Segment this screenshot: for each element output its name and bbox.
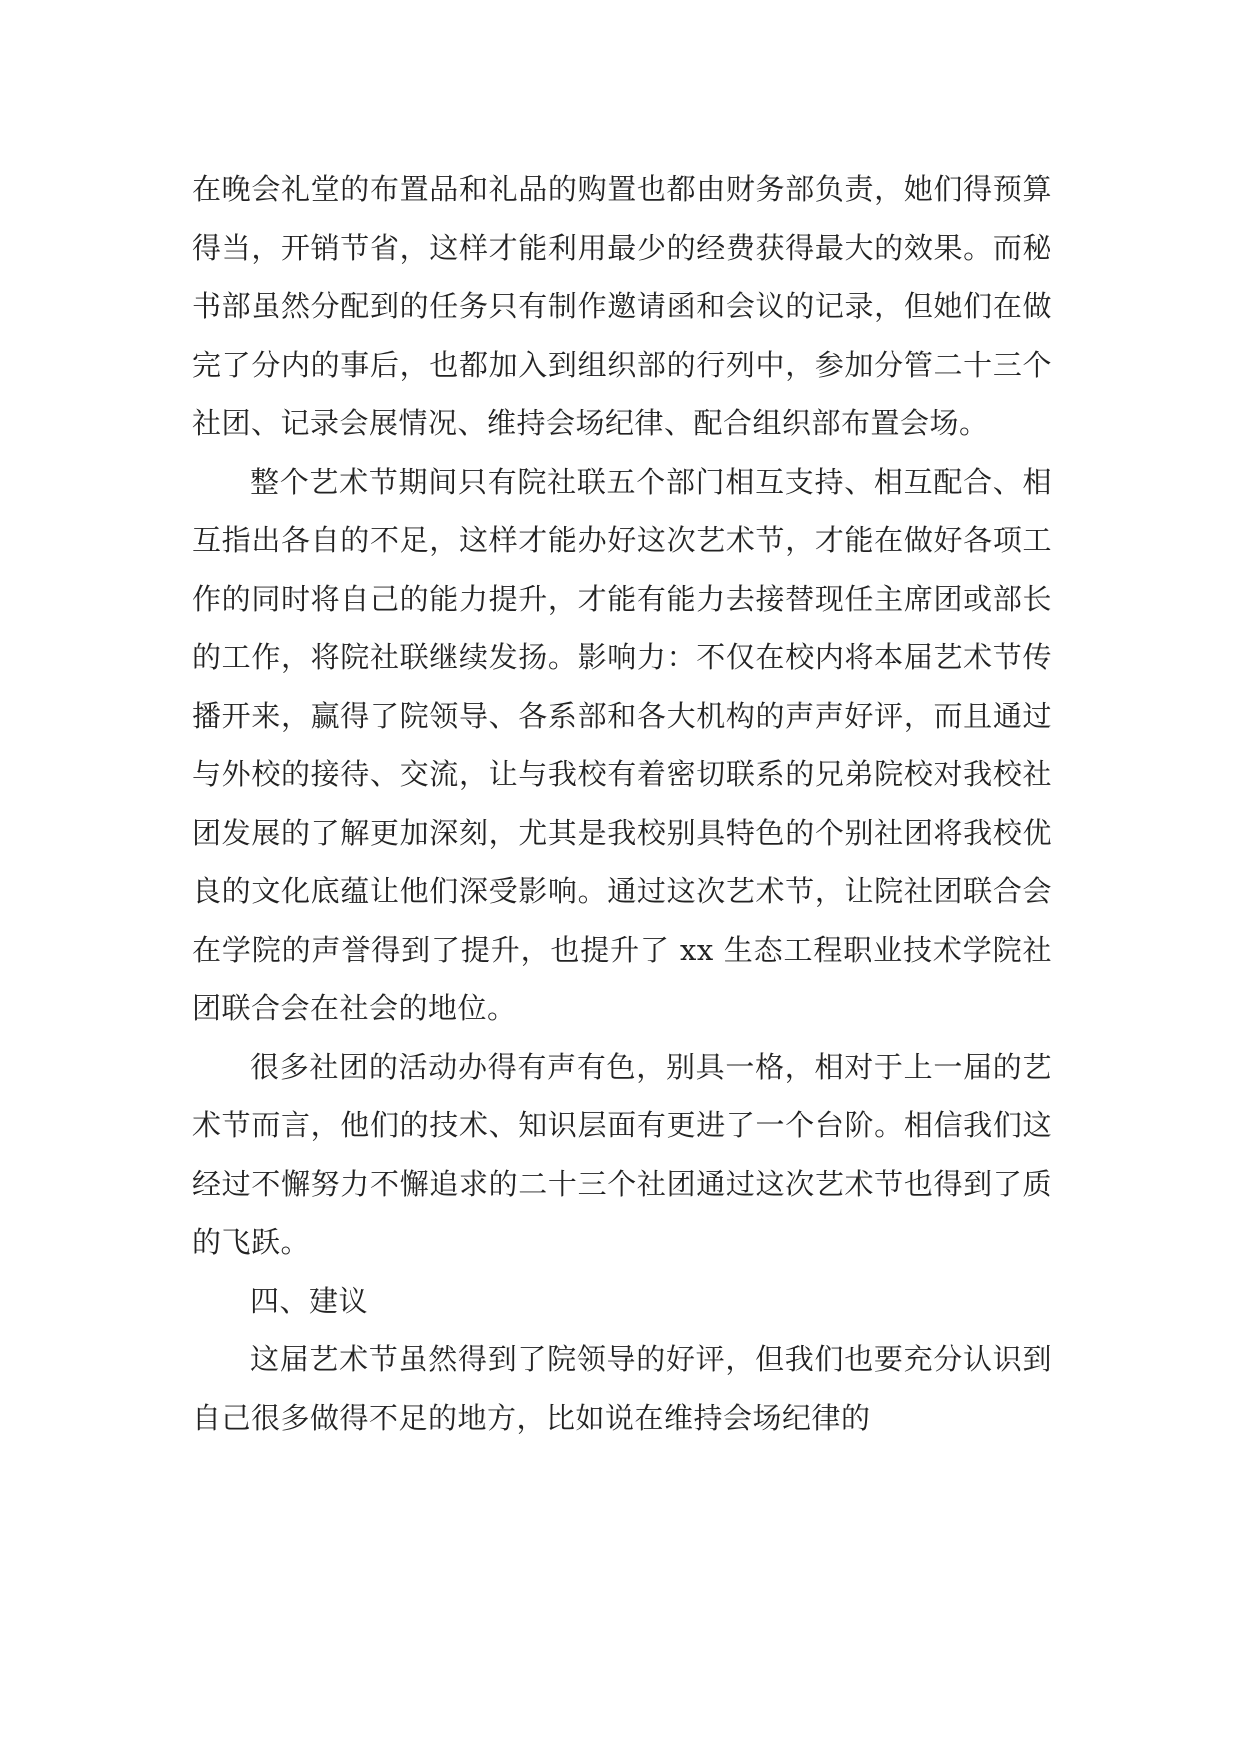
paragraph-suggestions: 这届艺术节虽然得到了院领导的好评，但我们也要充分认识到自己很多做得不足的地方，比如说在维持会场纪律的 xyxy=(192,1342,1052,1435)
paragraph-finance-secretariat: 在晚会礼堂的布置品和礼品的购置也都由财务部负责，她们得预算得当，开销节省，这样才能利用最少的经费获得最大的效果。而秘书部虽然分配到的任务只有制作邀请函和会议的记录，但她们在做完了分内的事后，也都加入到组织部的行列中，参加分管二十三个社团、记录会展情况、维持会场纪律、配合组织部布置会场。 xyxy=(192,172,1052,440)
document-body xyxy=(192,160,1052,1447)
paragraph-club-progress: 很多社团的活动办得有声有色，别具一格，相对于上一届的艺术节而言，他们的技术、知识层面有更进了一个台阶。相信我们这经过不懈努力不懈追求的二十三个社团通过这次艺术节也得到了质的飞跃。 xyxy=(192,1049,1052,1259)
paragraph-cooperation-influence: 整个艺术节期间只有院社联五个部门相互支持、相互配合、相互指出各自的不足，这样才能办好这次艺术节，才能在做好各项工作的同时将自己的能力提升，才能有能力去接替现任主席团或部长的工作，将院社联继续发扬。影响力：不仅在校内将本届艺术节传播开来，赢得了院领导、各系部和各大机构的声声好评，而且通过与外校的接待、交流，让与我校有着密切联系的兄弟院校对我校社团发展的了解更加深刻，尤其是我校别具特色的个别社团将我校优良的文化底蕴让他们深受影响。通过这次艺术节，让院社团联合会在学院的声誉得到了提升，也提升了 xx 生态工程职业技术学院社团联合会在社会的地位。 xyxy=(192,464,1052,1025)
section-heading-suggestions: 四、建议 xyxy=(250,1283,369,1318)
